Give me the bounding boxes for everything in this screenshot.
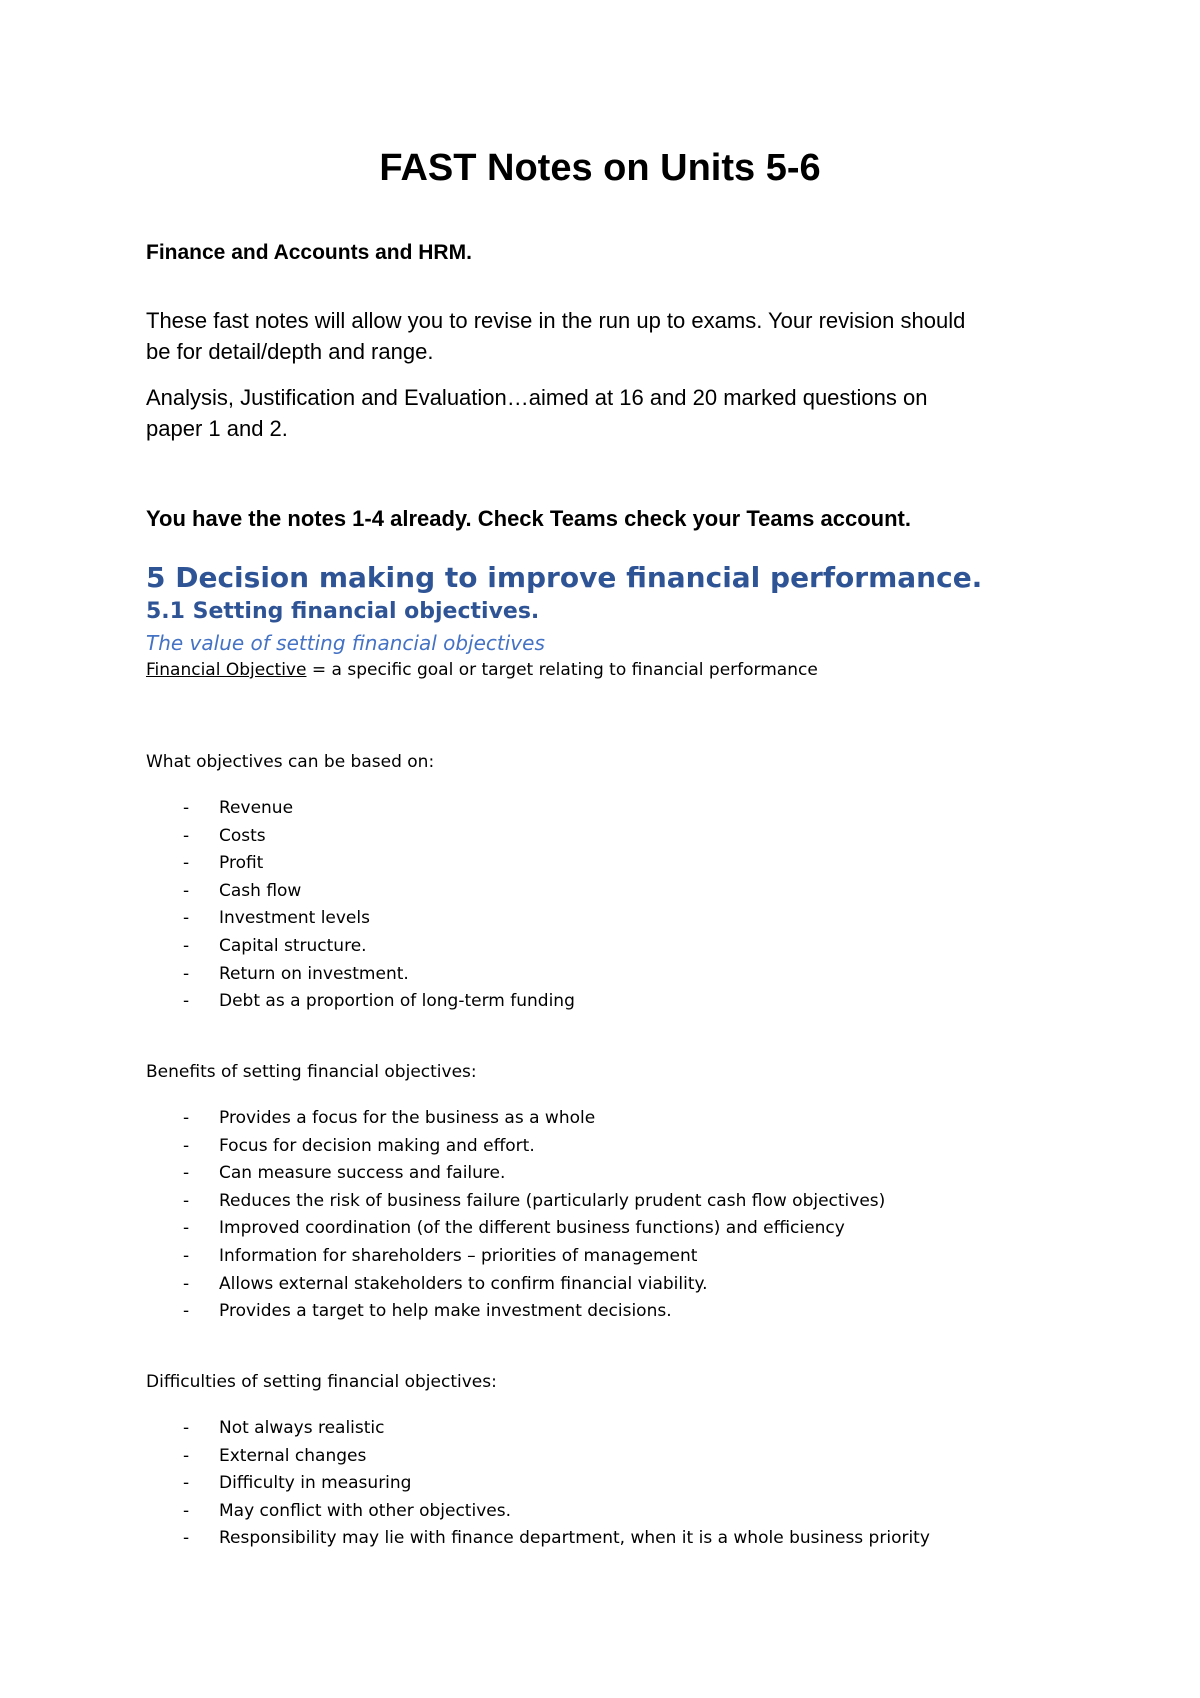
list-item: - External changes — [146, 1443, 930, 1471]
list-item: - Provides a focus for the business as a whole — [146, 1105, 885, 1133]
intro-paragraph-1-line-1: These fast notes will allow you to revise in the run up to exams. Your revision should — [146, 308, 966, 333]
list-item: - Responsibility may lie with finance department, when it is a whole business priority — [146, 1525, 930, 1553]
list-item: - Can measure success and failure. — [146, 1160, 885, 1188]
list-item: - Improved coordination (of the different business functions) and efficiency — [146, 1215, 885, 1243]
heading-level-3: The value of setting financial objectives — [146, 631, 545, 655]
definition-text: = a specific goal or target relating to financial performance — [306, 660, 818, 680]
list-item: - Provides a target to help make investment decisions. — [146, 1298, 885, 1326]
list-item: - Reduces the risk of business failure (particularly prudent cash flow objectives) — [146, 1188, 885, 1216]
list-benefits — [146, 1105, 885, 1326]
list-item: - Revenue — [146, 795, 575, 823]
list-item: - Investment levels — [146, 905, 575, 933]
section-label-difficulties: Difficulties of setting financial objectives: — [146, 1372, 497, 1392]
list-item: - Costs — [146, 823, 575, 851]
list-item: - Allows external stakeholders to confirm financial viability. — [146, 1271, 885, 1299]
list-item: - Difficulty in measuring — [146, 1470, 930, 1498]
list-item: - Information for shareholders – priorities of management — [146, 1243, 885, 1271]
notes-reminder: You have the notes 1-4 already. Check Teams check your Teams account. — [146, 506, 911, 531]
list-difficulties — [146, 1415, 930, 1553]
list-item: - Profit — [146, 850, 575, 878]
list-item: - May conflict with other objectives. — [146, 1498, 930, 1526]
intro-paragraph-1-line-2: be for detail/depth and range. — [146, 339, 434, 364]
intro-paragraph-2-line-1: Analysis, Justification and Evaluation…aimed at 16 and 20 marked questions on — [146, 385, 928, 410]
heading-level-2: 5.1 Setting financial objectives. — [146, 599, 540, 624]
definition-line — [146, 658, 818, 682]
intro-paragraph-2-line-2: paper 1 and 2. — [146, 416, 288, 441]
list-item: - Focus for decision making and effort. — [146, 1133, 885, 1161]
list-item: - Return on investment. — [146, 961, 575, 989]
list-objectives-basis — [146, 795, 575, 1016]
section-label-benefits: Benefits of setting financial objectives: — [146, 1062, 477, 1082]
list-item: - Capital structure. — [146, 933, 575, 961]
heading-level-1: 5 Decision making to improve financial performance. — [146, 561, 983, 594]
list-item: - Not always realistic — [146, 1415, 930, 1443]
section-label-objectives-basis: What objectives can be based on: — [146, 752, 435, 772]
document-subtitle: Finance and Accounts and HRM. — [146, 241, 472, 264]
page-title: FAST Notes on Units 5-6 — [379, 147, 821, 189]
list-item: - Cash flow — [146, 878, 575, 906]
definition-term: Financial Objective — [146, 660, 307, 680]
list-item: - Debt as a proportion of long-term funding — [146, 988, 575, 1016]
